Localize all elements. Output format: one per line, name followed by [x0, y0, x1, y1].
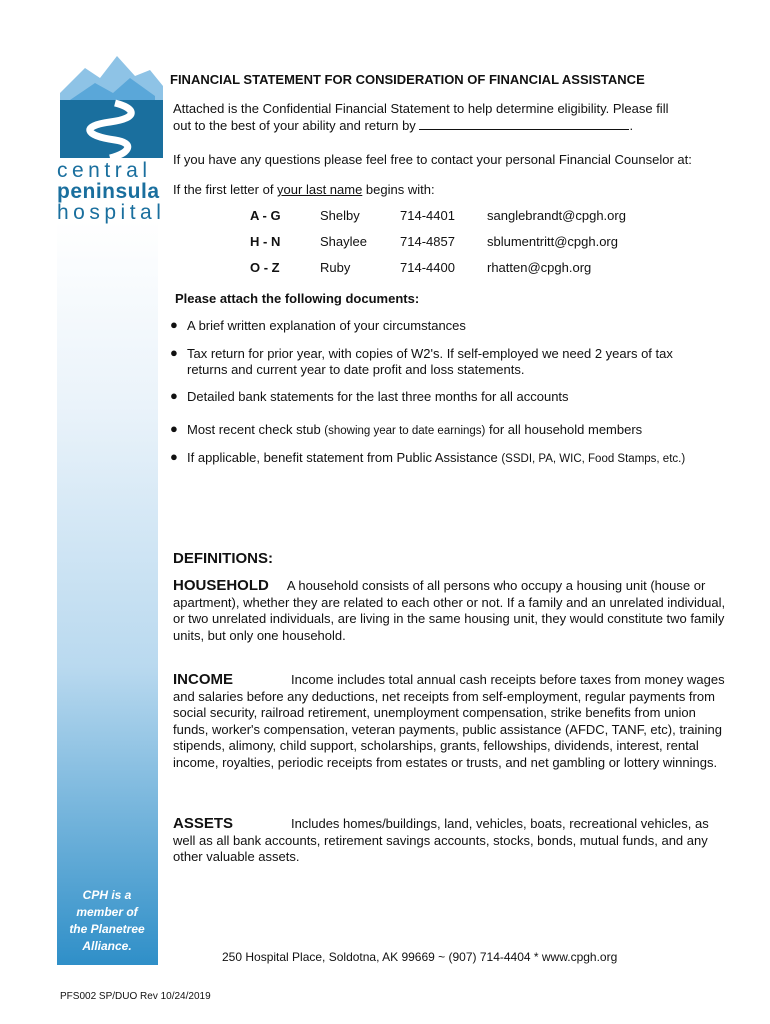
counselor-phone: 714-4400 — [400, 260, 455, 275]
intro-paragraph: Attached is the Confidential Financial Statement to help determine eligibility. Please fill out to the best of your ability and return by . — [173, 101, 669, 133]
return-date-field[interactable] — [419, 117, 629, 130]
counselor-name: Shaylee — [320, 234, 367, 249]
letter-range: O - Z — [250, 260, 280, 275]
sidebar-band — [57, 220, 158, 965]
definition-term: HOUSEHOLD — [173, 577, 269, 594]
definition-assets: ASSETS Includes homes/buildings, land, vehicles, boats, recreational vehicles, as well as all bank accounts, retirement savings accounts, stocks, bonds, mutual funds, and any other valuable assets. — [173, 815, 709, 864]
bullet-icon: ● — [170, 345, 178, 360]
planetree-tagline: CPH is a member of the Planetree Alliance. — [69, 888, 145, 953]
logo-line-2: peninsula — [57, 180, 160, 203]
document-item: ● A brief written explanation of your circumstances — [170, 317, 466, 333]
bullet-icon: ● — [170, 388, 178, 403]
counselor-email[interactable]: rhatten@cpgh.org — [487, 260, 592, 275]
definition-income: INCOME Income includes total annual cash receipts before taxes from money wages and salaries before any deductions, net receipts from self-employment, regular payments from social security, railroad retirement, unemployment compensation, strike benefits from union funds, worker's compensation, veteran payments, public assistance (AFDC, TANF, etc), training stipends, alimony, child support, scholarships, grants, fellowships, dividends, interest, rental income, royalties, periodic receipts from estates or trusts, and net gambling or lottery winnings. — [173, 671, 725, 770]
bullet-icon: ● — [170, 449, 178, 464]
hospital-logo-icon — [55, 48, 165, 158]
document-item: ● If applicable, benefit statement from Public Assistance (SSDI, PA, WIC, Food Stamps, etc.) — [170, 449, 686, 465]
page-title: FINANCIAL STATEMENT FOR CONSIDERATION OF FINANCIAL ASSISTANCE — [170, 72, 645, 87]
contact-intro: If you have any questions please feel free to contact your personal Financial Counselor at: — [173, 152, 692, 167]
counselor-email[interactable]: sanglebrandt@cpgh.org — [487, 208, 626, 223]
document-item: ● Most recent check stub (showing year to date earnings) for all household members — [170, 421, 643, 437]
definition-term: ASSETS — [173, 815, 234, 832]
counselor-phone: 714-4857 — [400, 234, 455, 249]
logo-line-1: central — [57, 159, 152, 182]
counselor-phone: 714-4401 — [400, 208, 455, 223]
bullet-icon: ● — [170, 317, 178, 332]
definition-household: HOUSEHOLD A household consists of all persons who occupy a housing unit (house or apartment), whether they are related to each other or not. If a family and an unrelated individual, or two unrelated individuals, are living in the same housing unit, they would constitute two family units, but only one household. — [173, 577, 726, 643]
document-item: ● Detailed bank statements for the last three months for all accounts — [170, 388, 569, 404]
counselor-email[interactable]: sblumentritt@cpgh.org — [487, 234, 618, 249]
letter-range: A - G — [250, 208, 281, 223]
hospital-address: 250 Hospital Place, Soldotna, AK 99669 ~ (907) 714-4404 * www.cpgh.org — [222, 950, 618, 964]
counselor-name: Ruby — [320, 260, 351, 275]
form-revision-code: PFS002 SP/DUO Rev 10/24/2019 — [60, 991, 211, 1002]
definition-term: INCOME — [173, 671, 233, 688]
counselor-name: Shelby — [320, 208, 360, 223]
letter-range: H - N — [250, 234, 281, 249]
bullet-icon: ● — [170, 421, 178, 436]
last-name-prompt: If the first letter of your last name begins with: — [173, 182, 435, 197]
hospital-logo-wordmark — [57, 160, 165, 223]
definitions-heading: DEFINITIONS: — [173, 550, 273, 567]
document-item: ● Tax return for prior year, with copies of W2's. If self-employed we need 2 years of tax returns and current year to date profit and loss statements. — [170, 345, 673, 377]
logo-line-3: hospital — [57, 201, 166, 224]
documents-heading: Please attach the following documents: — [175, 291, 420, 306]
